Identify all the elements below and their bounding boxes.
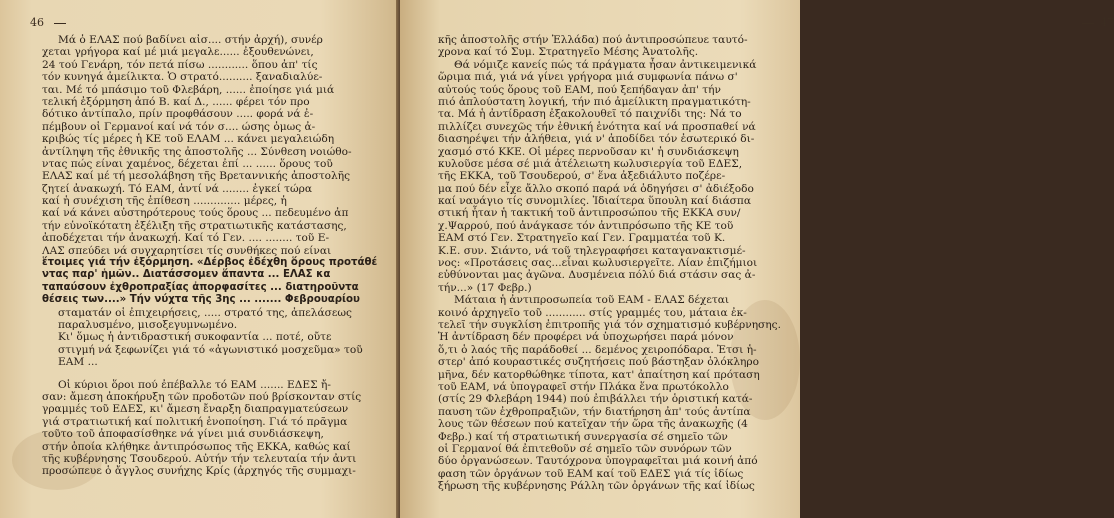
text-line: Ἡ ἀντίδραση δέν προφέρει νά ὑποχωρήσει παρά μόνον [438, 331, 734, 344]
text-line: ται. Μέ τό μπάσιμο τοῦ Φλεβάρη, ...... ἐποίησε γιά μιά [42, 83, 335, 96]
text-line: ΛΑΣ σπεύδει νά συγχαρητίσει τίς συνθήκες πού είναι [42, 244, 332, 257]
text-line: δότικο ἀντίπαλο, πρίν προφθάσουν ..... φορά νά ἐ- [42, 108, 314, 121]
text-line: νος: «Προτάσεις σας...εἶναι κωλυσιεργεῖτε. Λίαν ἐπιζήμιοι [438, 257, 758, 270]
text-line: ὅ,τι ὁ λαός τῆς παράδοθεί ... δεμένος χειροπόδαρα. Ἐτσι ἡ- [438, 343, 757, 356]
text-line: σταματάν οἱ ἐπιχειρήσεις, ..... στρατό της, ἀπελάσεως [58, 306, 352, 319]
text-line: πέμβουν οἱ Γερμανοί καί νά τόν σ.... ώσης ὁμως ἀ- [42, 120, 316, 133]
text-line: ταπαύσουν ἐχθροπραξίας ἀπορφασίτες ... διατηροῦντα [42, 281, 359, 293]
text-line: χασμό στό ΚΚΕ. Οἱ μέρες περνοῦσαν κι' ἡ συνδιάσκεψη [438, 145, 739, 158]
text-line: ΕΑΜ στό Γεν. Στρατηγεῖο καί Γεν. Γραμματέα τοῦ Κ. [438, 232, 726, 245]
left-page [0, 0, 400, 518]
text-line: ὥριμα πιά, γιά νά γίνει γρήγορα μιά συμφωνία πάνω σ' [438, 71, 738, 84]
text-line: παραλυσμένο, μισοξεγυμνωμένο. [58, 318, 238, 331]
text-line: τελική ἐξόρμηση ἀπό Β. καί Δ., ...... φέρει τόν προ [42, 95, 310, 108]
text-line: Κ.Ε. συν. Σιάντο, νά τοῦ τηλεγραφήσει καταγανακτισμέ- [438, 244, 746, 257]
text-line: διασηρέψει τήν ἀλήθεια, γιά ν' ἀποδίδει τόν ἐσωτερικό δι- [438, 133, 755, 146]
text-line: ἀντίληψη τῆς ἐθνικῆς της ἀποστολῆς ... Σύνθεση νοιώθο- [42, 145, 352, 158]
text-line: καί ναυάγιο τίς συνομιλίες. Ἰδιαίτερα ὕπουλη καί διάσπα [438, 195, 752, 208]
text-line: Θά νόμιζε κανείς πώς τά πράγματα ἦσαν ἀντικειμενικά [454, 58, 757, 71]
text-line: προσώπευε ὁ ἄγγλος συνήχης Κρίς (ἀρχηγός τῆς συμμαχι- [42, 465, 356, 478]
text-line: καί νά κάνει αὐστηρότερους τούς ὅρους ... πεδευμένο ἀπ [42, 207, 349, 220]
text-line: τόν κυνηγά ἀμείλικτα. Ὁ στρατό.......... ξαναδιαλύε- [42, 71, 323, 84]
text-line: λους τῶν θέσεων πού κατεῖχαν τήν ὥρα τῆς ἀνακωχῆς (4 [438, 418, 748, 431]
text-line: Φεβρ.) καί τή στρατιωτική συνεργασία σέ σημεῖο τῶν [438, 430, 728, 443]
text-line: τοῦ ΕΑΜ, νά ὑπογραφεῖ στήν Πλάκα ἕνα πρωτόκολλο [438, 380, 729, 393]
text-line: 24 τού Γενάρη, τόν πετά πίσω ............ ὅπου ἀπ' τίς [42, 58, 318, 71]
text-line: μῆνα, δέν κατορθώθηκε τίποτα, κατ' ἀπαίτηση καί πρόταση [438, 368, 760, 381]
text-line: κῆς ἀποστολῆς στήν Ἑλλάδα) πού ἀντιπροσώπευε ταυτό- [438, 34, 748, 46]
text-line: πιό ἀπλούστατη λογική, τήν πιό ἀμείλικτη πραγματικότη- [438, 95, 751, 108]
text-line: χρονα καί τό Συμ. Στρατηγεῖο Μέσης Ἀνατολῆς. [438, 46, 699, 59]
text-line: τῆς ΕΚΚΑ, τοῦ Τσουδερού, σ' ἕνα ἀξεδιάλυτο ποζέρε- [438, 170, 726, 183]
text-line: γιά στρατιωτική καί πολιτική ἑνοποίηση. Γιά τό πρᾶγμα [42, 415, 348, 428]
text-line: ΕΑΜ ... [58, 356, 98, 369]
text-line: (στίς 29 Φλεβάρη 1944) πού ἐπιβάλλει τήν ὁριστική κατά- [438, 393, 753, 406]
right-page [400, 0, 1114, 518]
text-line: ξήρωση τῆς κυβέρνησης Ράλλη τῶν ὀργάνων τῆς καί ἰδίως [438, 480, 755, 493]
text-line: χ.Ψαρρού, πού ἀνάγκασε τόν ἀντιπρόσωπο τῆς ΚΕ τοῦ [438, 219, 734, 232]
text-line: δύο ὀργανώσεων. Ταυτόχρονα ὑπογραφεῖται μιά κοινή ἀπό [438, 455, 758, 468]
text-line: Κι' ὅμως ἡ ἀντιδραστική συκοφαντία ... ποτέ, οὔτε [58, 331, 332, 344]
text-line: σαν: ἄμεση ἀποκήρυξη τῶν προδοτῶν πού βρίσκονταν στίς [42, 390, 362, 403]
text-line: τήν...» (17 Φεβρ.) [438, 281, 532, 294]
text-line: κριβώς τίς μέρες ἡ ΚΕ τοῦ ΕΛΑΜ ... κάνει μεγαλειώδη [42, 133, 335, 146]
text-line: παυση τῶν ἐχθροπραξιῶν, τήν διατήρηση ἀπ' τούς ἀντίπα [438, 405, 751, 418]
text-line: τήν εὐνοϊκότατη ἐξέλιξη τῆς στρατιωτικῆς κατάστασης, [42, 219, 347, 232]
text-line: ντας παρ' ἡμῶν.. Διατάσσομεν ἅπαντα ... ΕΛΑΣ κα [42, 269, 331, 281]
text-line: θέσεις των....» Τήν νύχτα τῆς 3ης ... ....... Φεβρουαρίου [42, 294, 360, 306]
text-line: τελεῖ τήν συγκλίση ἐπιτροπῆς γιά τόν σχηματισμό κυβέρνησης. [438, 318, 781, 331]
text-line: φαση τῶν ὀργάνων τοῦ ΕΑΜ καί τοῦ ΕΔΕΣ γιά τίς ἰδίως [438, 467, 744, 480]
text-line: ζητεί ἀνακωχή. Τό ΕΑΜ, ἀντί νά ........ ἐγκεί τώρα [42, 182, 313, 195]
right-page-number: 47 [1100, 16, 1114, 29]
text-line: ΕΛΑΣ καί μέ τή μεσολάβηση τῆς Βρεταννικής ἀποστολῆς [42, 170, 351, 183]
text-line: οἱ Γερμανοί θά ἐπιτεθοῦν σέ σημεῖο τῶν συνόρων τῶν [438, 442, 732, 455]
text-line: Οἱ κύριοι ὅροι πού ἐπέβαλλε τό ΕΑΜ ....... ΕΔΕΣ ἤ- [58, 378, 331, 391]
text-line: κυλοῦσε μέσα σέ μιά ἀτέλειωτη κωλυσιεργία τοῦ ΕΔΕΣ, [438, 157, 743, 170]
text-line: στήν ὁποία κλήθηκε ἀντιπρόσωπος τῆς ΕΚΚΑ, καθώς καί [42, 440, 351, 453]
text-line: στιγμή νά ξεφωνίζει γιά τό «ἀγωνιστικό μοσχεῦμα» τοῦ [58, 343, 363, 356]
text-line: τῆς κυβέρνησης Τσουδερού. Αὐτήν τήν τελευταία τήν ἀντι [42, 452, 357, 465]
text-line: Μά ὁ ΕΛΑΣ πού βαδίνει αἰσ.... στήν ἀρχή), συνέρ [58, 34, 323, 46]
text-line: κοινό ἀρχηγεῖο τοῦ ............ στίς γραμμές του, μάταια ἐκ- [438, 306, 747, 319]
text-line: μα πού δέν εἶχε ἄλλο σκοπό παρά νά ὁδηγήσει σ' ἀδιέξοδο [438, 182, 754, 195]
text-line: χεται γρήγορα καί μέ μιά μεγαλε...... ἐξουθενώνει, [42, 46, 314, 59]
text-line: τοῦτο τοῦ ἀποφασίσθηκε νά γίνει μιά συνδιάσκεψη, [42, 428, 324, 441]
text-line: γραμμές τοῦ ΕΔΕΣ, κι' ἄμεση ἔναρξη διαπραγματεύσεων [42, 403, 349, 416]
text-line: στική ἦταν ἡ τακτική τοῦ ἀντιπροσώπου τῆς ΕΚΚΑ συν/ [438, 207, 741, 220]
left-page-number: 46 [30, 16, 44, 29]
text-line: αὐτούς τούς ὅρους τοῦ ΕΑΜ, πού ξεπήδαγαν ἀπ' τήν [438, 83, 721, 96]
right-page-text [438, 34, 781, 493]
left-page-text [42, 34, 378, 478]
text-line: ἀποδέχεται τήν ἀνακωχή. Καί τό Γεν. .... ........ τοῦ Ε- [42, 232, 330, 245]
text-line: ἕτοιμες γιά τήν ἐξόρμηση. «Δέρβος ἐδέχθη ὅρους προτάθέ [42, 257, 378, 269]
text-line: εὐθύνονται μας ἀγῶνα. Δυσμένεια πόλύ διά στάσιν σας ἀ- [438, 269, 756, 282]
text-line: ντας πώς είναι χαμένος, δέχεται ἐπί ... ...... ὅρους τοῦ [42, 157, 333, 170]
paragraph-gap [42, 369, 360, 379]
text-line: καί ἡ συνέχιση τῆς ἐπίθεση .............. μέρες, ἡ [42, 195, 287, 208]
text-line: πιλλίζει συνεχῶς τήν ἐθνική ἑνότητα καί νά προσπαθεί νά [438, 120, 756, 133]
text-line: στερ' ἀπό κουραστικές συζητήσεις πού βάστηξαν ὁλόκληρο [438, 356, 759, 369]
text-line: τα. Μά ἡ ἀντίδραση ἐξακολουθεῖ τό παιχνίδι της: Νά το [438, 108, 742, 121]
text-line: Μάταια ἡ ἀντιπροσωπεία τοῦ ΕΑΜ - ΕΛΑΣ δέχεται [454, 294, 730, 307]
